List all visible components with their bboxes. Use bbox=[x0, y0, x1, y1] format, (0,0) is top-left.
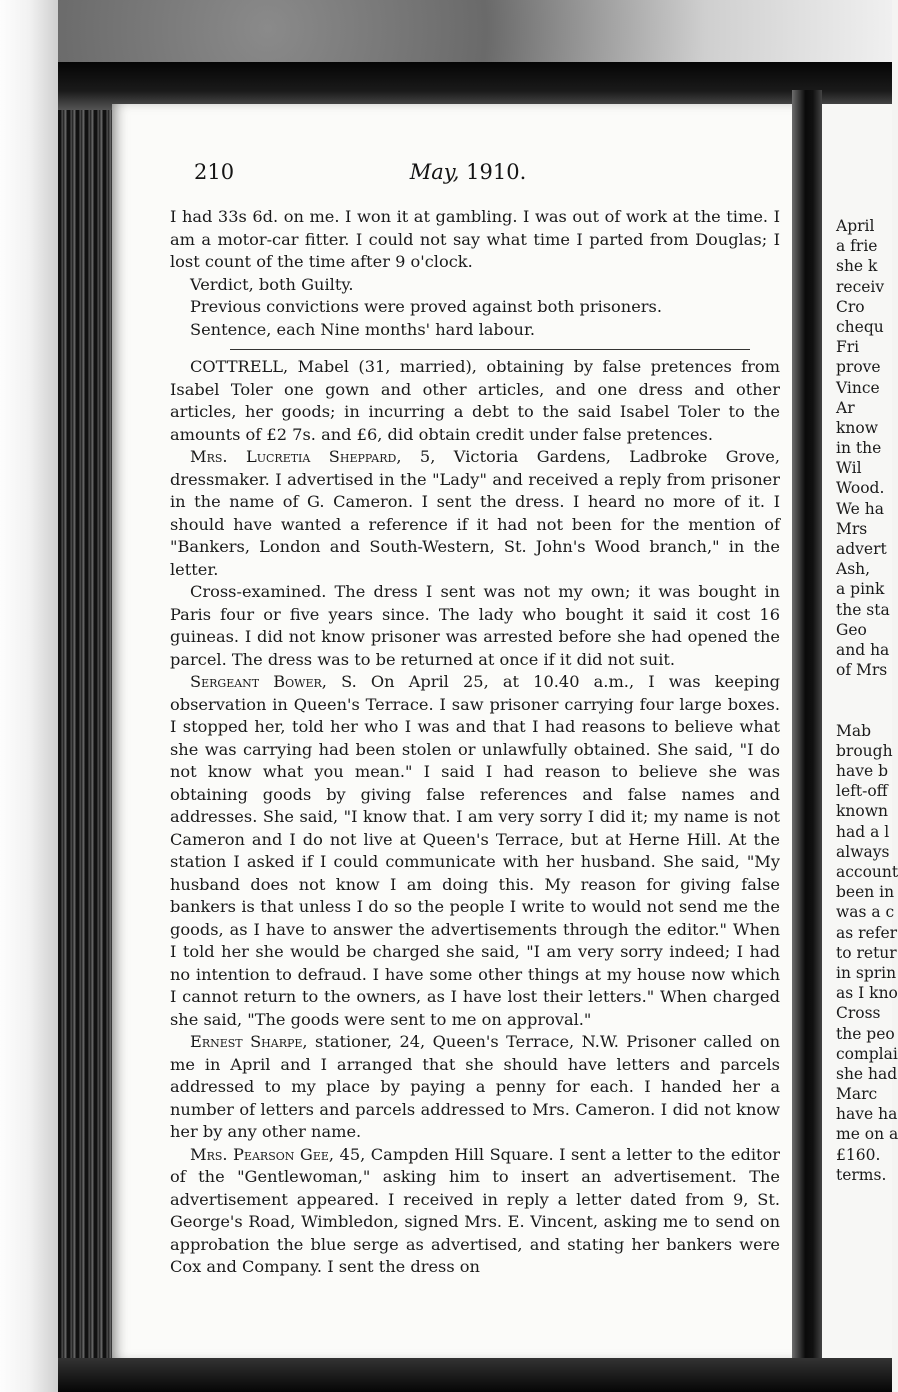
facing-page-line: Cross bbox=[836, 1004, 881, 1023]
facing-page-line: the sta bbox=[836, 600, 890, 619]
facing-page-line: advert bbox=[836, 540, 887, 558]
facing-page-line: as refer bbox=[836, 923, 898, 942]
running-head-month: May, bbox=[409, 160, 460, 184]
facing-page-line: have ha bbox=[836, 1105, 898, 1124]
paragraph-witness-gee bbox=[170, 1144, 780, 1279]
facing-page-line: known bbox=[836, 802, 888, 821]
facing-page-line: as I kno bbox=[836, 984, 898, 1003]
facing-page-line: Mab bbox=[836, 721, 872, 740]
facing-page-line: a pink bbox=[836, 580, 885, 599]
facing-page-line: and ha bbox=[836, 640, 890, 659]
facing-page-line: account bbox=[836, 863, 898, 881]
facing-page-line: know bbox=[836, 418, 878, 437]
facing-page-line: We ha bbox=[836, 499, 884, 518]
witness-name: Mrs. Lucretia Sheppard, bbox=[190, 447, 402, 466]
facing-page-line bbox=[836, 701, 892, 721]
facing-page-line: of Mrs bbox=[836, 661, 888, 680]
top-page-shadow bbox=[58, 62, 892, 110]
facing-page-line: £160. bbox=[836, 1145, 881, 1164]
running-head bbox=[194, 160, 742, 184]
facing-page-line: Ash, bbox=[836, 560, 871, 579]
facing-page-line: me on a bbox=[836, 1125, 898, 1144]
page-number: 210 bbox=[194, 160, 235, 184]
case-divider-rule bbox=[230, 349, 750, 350]
facing-page-line: had a l bbox=[836, 822, 890, 841]
facing-page-line: April bbox=[836, 217, 875, 235]
witness-name: Sergeant Bower, bbox=[190, 672, 327, 691]
paragraph-verdict: Verdict, both Guilty. bbox=[190, 274, 354, 294]
facing-page-line: was a c bbox=[836, 903, 895, 922]
facing-page-line: Vince bbox=[836, 378, 880, 397]
facing-page-line: Fri bbox=[836, 338, 860, 357]
facing-page-line: Wil bbox=[836, 459, 862, 478]
facing-page-line: in sprin bbox=[836, 963, 897, 982]
facing-page-text bbox=[836, 216, 898, 1185]
facing-page-line: the peo bbox=[836, 1024, 895, 1043]
facing-page-line: she had bbox=[836, 1064, 898, 1083]
facing-page-line: she k bbox=[836, 257, 878, 276]
facing-page-line: a frie bbox=[836, 237, 878, 256]
paragraph-witness-sheppard bbox=[170, 446, 780, 581]
scanner-background-left bbox=[0, 0, 58, 1392]
facing-page-line: terms. bbox=[836, 1165, 887, 1184]
witness-testimony: 45, Campden Hill Square. I sent a letter to the editor of the "Gentlewoman," asking him to insert an advertisement. The advertisement appeared. I received in reply a letter dated from 9, St. George's Road, Wimbledon, signed Mrs. E. Vincent, asking me to send on approbation the blue serge as advertised, and stating her bankers were Cox and Company. I sent the dress on bbox=[170, 1144, 780, 1276]
facing-page-line: Geo bbox=[836, 620, 867, 639]
page-header bbox=[194, 160, 742, 190]
paragraph-cross-examined: Cross-examined. The dress I sent was not my own; it was bought in Paris four or five years since. The lady who bought it said it cost 16 guineas. I did not know prisoner was arrested before she had opened the parcel. The dress was to be returned at once if it did not suit. bbox=[170, 582, 780, 669]
book-binding-edge bbox=[58, 62, 118, 1392]
facing-page-line: receiv bbox=[836, 277, 885, 296]
facing-page-line: in the bbox=[836, 439, 882, 458]
facing-page-line: prove bbox=[836, 358, 881, 377]
facing-page-line: chequ bbox=[836, 317, 884, 336]
paragraph-case-heading: COTTRELL, Mabel (31, married), obtaining by false pretences from Isabel Toler one gown and other articles, and one dress and other articles, her goods; in incurring a debt to the said Isabel Toler to the amounts of £2 7s. and £6, did obtain credit under false pretences. bbox=[170, 357, 780, 444]
facing-page-line: complai bbox=[836, 1044, 898, 1063]
book-gutter bbox=[792, 90, 822, 1370]
facing-page-line: brough bbox=[836, 741, 893, 760]
facing-page-line: to retur bbox=[836, 943, 897, 962]
main-text-column bbox=[170, 206, 780, 1279]
facing-page-line: Marc bbox=[836, 1085, 878, 1104]
witness-name: Mrs. Pearson Gee, bbox=[190, 1144, 335, 1164]
witness-name: Ernest Sharpe, bbox=[190, 1032, 308, 1051]
running-head-year: 1910. bbox=[466, 160, 527, 184]
bottom-page-shadow bbox=[58, 1358, 892, 1392]
witness-testimony: 5, Victoria Gardens, Ladbroke Grove, dressmaker. I advertised in the "Lady" and received a reply from prisoner in the name of G. Cameron. I sent the dress. I heard no more of it. I should have wanted a reference if it had not been for the mention of "Bankers, London and South-Western, St. John's Wood branch," in the letter. bbox=[170, 447, 780, 579]
facing-page-line: Cro bbox=[836, 297, 865, 316]
facing-page-line: have b bbox=[836, 762, 889, 781]
paragraph-witness-bower bbox=[170, 671, 780, 1031]
witness-testimony: stationer, 24, Queen's Terrace, N.W. Prisoner called on me in April and I arranged that she should have letters and parcels addressed to my place by paying a penny for each. I handed her a number of letters and parcels addressed to Mrs. Cameron. I did not know her by any other name. bbox=[170, 1032, 780, 1141]
paragraph-sentence: Sentence, each Nine months' hard labour. bbox=[190, 319, 536, 339]
paragraph-witness-sharpe bbox=[170, 1031, 780, 1144]
facing-page-line: been in bbox=[836, 883, 895, 902]
facing-page-line bbox=[836, 680, 892, 700]
facing-page-line: Ar bbox=[836, 398, 855, 417]
facing-page-line: always bbox=[836, 842, 890, 861]
witness-testimony: S. On April 25, at 10.40 a.m., I was keeping observation in Queen's Terrace. I saw prisoner carrying four large boxes. I stopped her, told her who I was and that I had reasons to believe what she was carrying had been stolen or unlawfully obtained. She said, "I do not know what you mean." I said I had reason to believe she was obtaining goods by giving false references and false names and addresses. She said, "I know that. I am very sorry I did it; my name is not Cameron and I do not live at Queen's Terrace, but at Herne Hill. At the station I asked if I could communicate with her husband. She said, "My husband does not know I am doing this. My reason for giving false bankers is that unless I do so the people I write to would not send me the goods, as I have to answer the advertisements through the editor." When I told her she would be charged she said, "I am very sorry indeed; I had no intention to defraud. I have some other things at my house now which I cannot return to the owners, as I have lost their letters." When charged she said, "The goods were sent to me on approval." bbox=[170, 672, 781, 1029]
facing-page-line: Wood. bbox=[836, 479, 885, 498]
paragraph-previous-convictions: Previous convictions were proved against both prisoners. bbox=[190, 297, 662, 316]
facing-page-line: left-off bbox=[836, 782, 888, 801]
facing-page-line: Mrs bbox=[836, 519, 868, 538]
paragraph-testimony-end: I had 33s 6d. on me. I won it at gambling. I was out of work at the time. I am a motor-car fitter. I could not say what time I parted from Douglas; I lost count of the time after 9 o'clock. bbox=[170, 207, 780, 271]
